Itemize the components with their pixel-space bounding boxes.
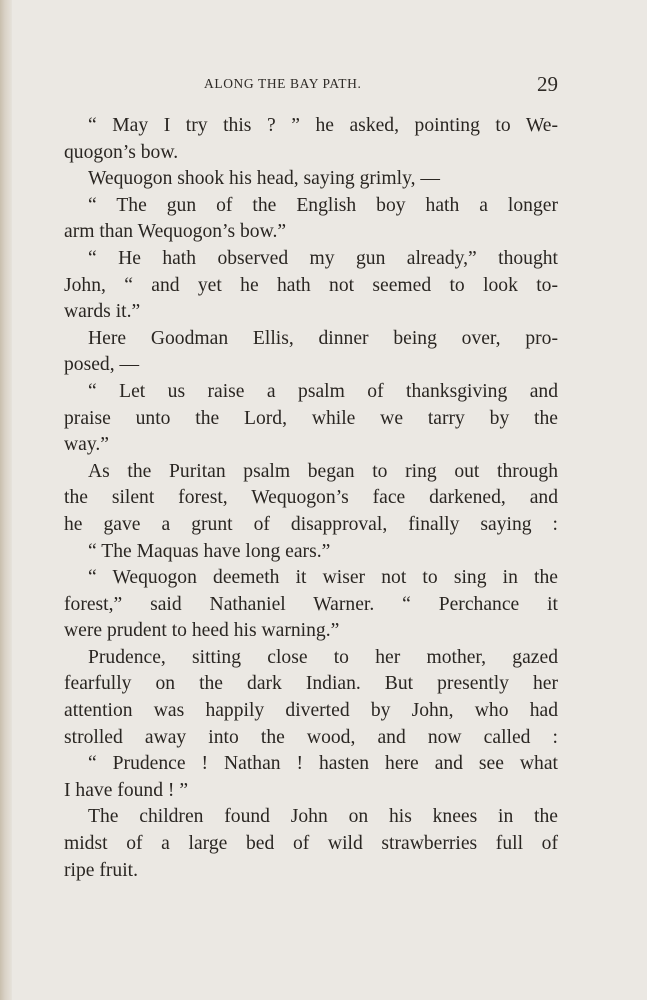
text-line: strolled away into the wood, and now called : (64, 726, 558, 748)
text-line: Prudence, sitting close to her mother, gazed (88, 646, 558, 668)
text-line: Wequogon shook his head, saying grimly, — (88, 168, 440, 190)
text-line: fearfully on the dark Indian. But presently her (64, 673, 558, 695)
text-line: way.” (64, 434, 109, 456)
running-head (64, 72, 558, 102)
text-line: wards it.” (64, 301, 141, 323)
text-line: I have found ! ” (64, 779, 189, 801)
text-line: John, “ and yet he hath not seemed to look to- (64, 274, 558, 296)
text-line: arm than Wequogon’s bow.” (64, 221, 287, 243)
text-line: attention was happily diverted by John, who had (64, 700, 558, 722)
text-line: praise unto the Lord, while we tarry by the (64, 407, 558, 429)
page-gutter-shadow (0, 0, 12, 1000)
text-line: “ May I try this ? ” he asked, pointing to We- (88, 115, 558, 136)
text-line: ripe fruit. (64, 859, 138, 881)
running-title: ALONG THE BAY PATH. (204, 76, 362, 91)
page-number: 29 (537, 72, 558, 96)
text-line: The children found John on his knees in the (88, 806, 558, 828)
text-line: posed, — (64, 354, 140, 376)
text-line: he gave a grunt of disapproval, finally saying : (64, 513, 558, 535)
text-line: midst of a large bed of wild strawberries full of (64, 833, 558, 855)
text-line: “ The Maquas have long ears.” (88, 540, 331, 562)
body-text (64, 113, 558, 884)
text-line: “ The gun of the English boy hath a longer (88, 194, 558, 216)
text-line: the silent forest, Wequogon’s face darkened, and (64, 487, 558, 509)
text-line: Here Goodman Ellis, dinner being over, pro- (88, 327, 558, 349)
text-line: As the Puritan psalm began to ring out through (88, 460, 558, 482)
text-line: “ Prudence ! Nathan ! hasten here and see what (88, 753, 558, 775)
text-line: forest,” said Nathaniel Warner. “ Perchance it (64, 593, 558, 615)
text-line: quogon’s bow. (64, 141, 179, 163)
text-line: “ Wequogon deemeth it wiser not to sing in the (88, 567, 558, 589)
text-line: “ He hath observed my gun already,” thought (88, 247, 558, 269)
text-line: were prudent to heed his warning.” (64, 620, 340, 642)
text-line: “ Let us raise a psalm of thanksgiving and (88, 380, 558, 402)
